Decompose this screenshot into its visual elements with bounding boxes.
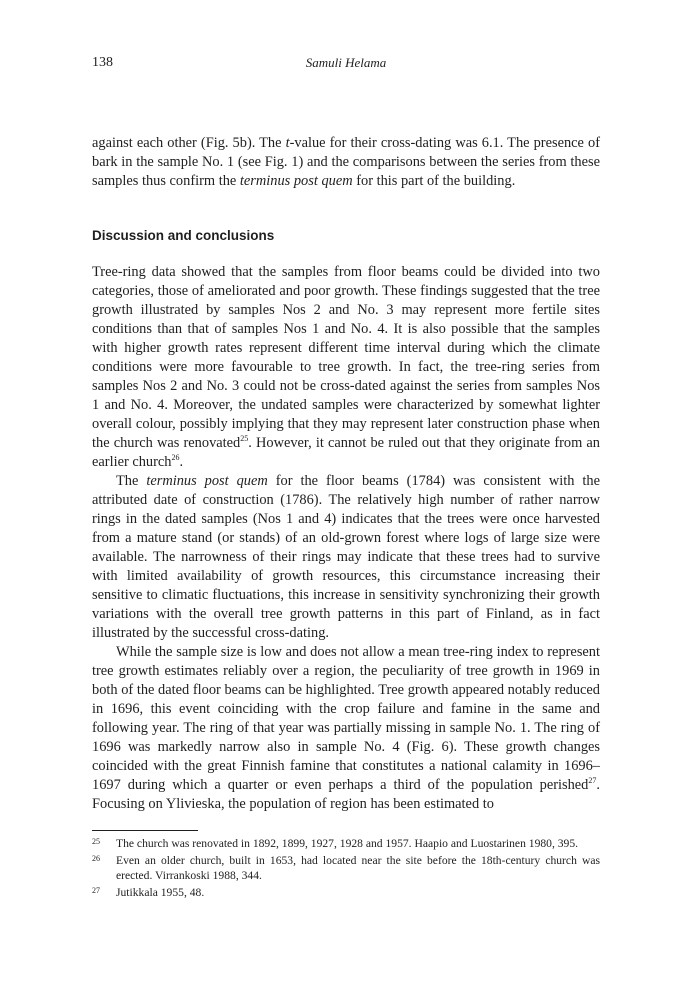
footnote-ref[interactable]: 26 [171,453,180,463]
paragraph-text: against each other (Fig. 5b). The t-value for their cross-dating was 6.1. The presence of bark in the sample No. 1 (see Fig. 1) and the comparisons between the series from these samples thus confirm the terminus post quem for this part of the building. [92,135,600,189]
paragraph-2: The terminus post quem for the floor beams (1784) was consistent with the attributed date of construction (1786). The relatively high number of rather narrow rings in the dated samples (Nos 1 and 4) indicates that the trees were once harvested from a mature stand (or stands) of an old-grown forest where logs of large size were available. The narrowness of their rings may indicate that these trees had to survive with limited availability of growth resources, this circumstance increasing their sensitive to climatic fluctuations, this increase in sensitivity synchronizing their growth variations with the overall tree growth patterns in this part of Finland, as in fact illustrated by the successful cross-dating. [92,473,600,641]
italic-term: terminus post quem [146,473,268,489]
paragraph-3: While the sample size is low and does not allow a mean tree-ring index to represent tree growth estimates reliably over a region, the peculiarity of tree growth in 1969 in both of the dated floor beams can be highlighted. Tree growth appeared notably reduced in 1696, this event coinciding with the crop failure and famine in the same and following year. The ring of that year was partially missing in sample No. 1. The ring of 1696 was markedly narrow also in sample No. 4 (Fig. 6). These growth changes coincided with the great Finnish famine that constitutes a national calamity in 1696–1697 during which a quarter or even perhaps a third of the population perished$^{27}$. Focusing on Ylivieska, the population of region has been estimated to [92,644,600,812]
continued-paragraph [92,134,600,191]
page-number: 138 [92,55,113,70]
footnote-number: 25 [92,837,100,846]
footnote-divider [92,830,198,831]
italic-term: terminus post quem [239,173,353,189]
footnote [92,853,600,884]
footnote-ref[interactable]: 25 [240,434,249,444]
footnote-number: 27 [92,885,100,895]
footnote [92,836,600,852]
footnotes [92,836,600,901]
section-heading: Discussion and conclusions [92,228,275,243]
footnote-text: Jutikkala 1955, 48. [116,885,205,899]
footnote [92,885,600,901]
section-body [92,263,600,814]
footnote-text: Even an older church, built in 1653, had located near the site before the 18th-century church was erected. Virrankoski 1988, 344. [116,853,600,882]
footnote-number: 26 [92,853,100,863]
page-header [92,55,600,73]
italic-t: t [285,135,290,151]
paragraph-1: Tree-ring data showed that the samples from floor beams could be divided into two categories, those of ameliorated and poor growth. These findings suggested that the tree growth illustrated by samples Nos 2 and No. 3 may represent more fertile sites conditions than that of samples Nos 1 and No. 4. It is also possible that the samples with higher growth rates represent different time interval during which the climate conditions were more favourable to tree growth. In fact, the tree-ring series from samples Nos 2 and No. 3 could not be cross-dated against the series from samples Nos 1 and No. 4. Moreover, the undated samples were characterized by somewhat lighter overall colour, possibly implying that they may represent later construction phase when the church was renovated$^{25}$. However, it cannot be ruled out that they originate from an earlier church$^{26}$. [92,264,601,470]
footnote-text: The church was renovated in 1892, 1899, 1927, 1928 and 1957. Haapio and Luostarinen 1980, 395. [116,837,579,850]
running-head: Samuli Helama [305,55,387,70]
footnote-ref[interactable]: 27 [588,776,597,786]
